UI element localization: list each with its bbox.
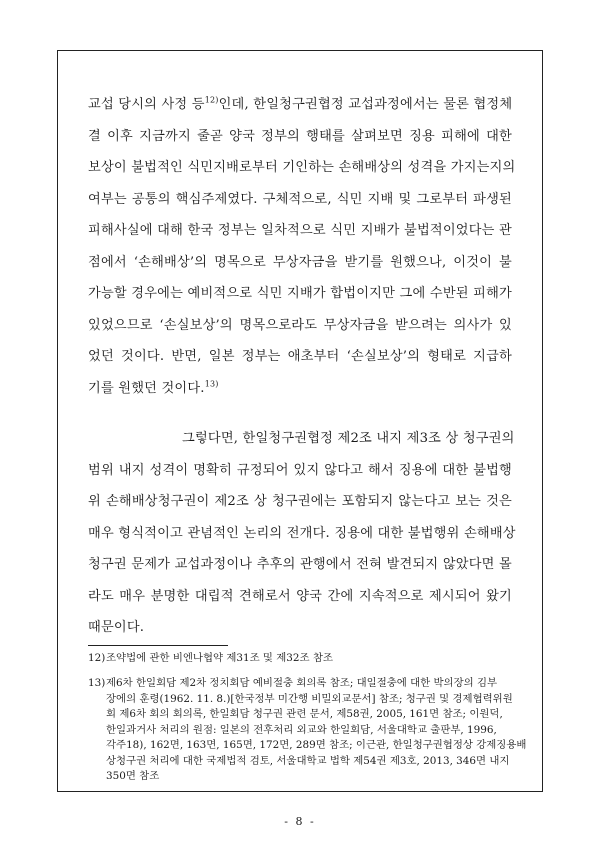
footnote-ref-12[interactable]: 12) [204, 95, 219, 105]
para1-line-1: 교섭 당시의 사정 등$^{12)}$인데, 한일청구권협정 교섭과정에서는 물론 협정체 [88, 95, 513, 112]
page-number: - 8 - [284, 815, 316, 828]
para1-line-2: 결 이후 지금까지 줄곧 양국 정부의 행태를 살펴보면 징용 피해에 대한 [88, 128, 512, 144]
footnote-13 [88, 676, 527, 785]
footnote-12 [88, 651, 508, 667]
para2-line-1: 그렇다면, 한일청구권협정 제2조 내지 제3조 상 청구권의 [182, 431, 515, 446]
footnote-13-number: 13) [88, 677, 106, 689]
para1-line-6: 점에서 ‘손해배상’의 명목으로 무상자금을 받기를 원했으나, 이것이 불 [88, 254, 512, 270]
para1-line-8: 있었으므로 ‘손실보상’의 명목으로라도 무상자금을 받으려는 의사가 있 [88, 317, 512, 333]
footnote-ref-13[interactable]: 13) [204, 379, 219, 389]
footnote-separator [88, 645, 228, 646]
para1-line-7: 가능할 경우에는 예비적으로 식민 지배가 합법이지만 그에 수반된 피해가 [88, 286, 512, 301]
footnote-13-line-2: 장에의 훈령(1962. 11. 8.)[한국정부 미간행 비밀외교문서] 참조; 청구권 및 경제협력위원 [106, 692, 513, 705]
para1-line-9: 었던 것이다. 반면, 일본 정부는 애초부터 ‘손실보상’의 형태로 지급하 [88, 349, 512, 364]
footnote-13-line-6: 상청구권 처리에 대한 국제법적 검토, 서울대학교 법학 제54권 제3호, 2013, 346면 내지 [106, 754, 510, 767]
footnote-13-line-4: 한일과거사 처리의 원점: 일본의 전후처리 외교와 한일회담, 서울대학교 출판부, 1996, [106, 723, 497, 736]
footnote-13-line-7: 350면 참조 [106, 770, 160, 782]
footnote-13-line-5: 각주18), 162면, 163면, 165면, 172면, 289면 참조; 이근관, 한일청구권협정상 강제징용배 [106, 739, 527, 751]
para2-line-3: 위 손해배상청구권이 제2조 상 청구권에는 포함되지 않는다고 보는 것은 [88, 494, 512, 509]
footnote-13-line-1: 제6차 한일회담 제2차 정치회담 예비절충 회의록 참조; 대일절충에 대한 박의장의 김부 [106, 677, 498, 689]
para1-line-4: 여부는 공통의 핵심주제였다. 구체적으로, 식민 지배 및 그로부터 파생된 [88, 191, 512, 207]
para1-line-3: 보상이 불법적인 식민지배로부터 기인하는 손해배상의 성격을 가지는지의 [88, 160, 516, 175]
footnote-12-text: 조약법에 관한 비엔나협약 제31조 및 제32조 참조 [106, 652, 333, 664]
para1-line-5: 피해사실에 대해 한국 정부는 일차적으로 식민 지배가 불법적이었다는 관 [88, 223, 512, 238]
para2-line-4: 매우 형식적이고 관념적인 논리의 전개다. 징용에 대한 불법행위 손해배상 [88, 525, 516, 541]
para2-line-5: 청구권 문제가 교섭과정이나 추후의 관행에서 전혀 발견되지 않았다면 몰 [88, 557, 512, 572]
footnote-12-number: 12) [88, 652, 106, 664]
footnote-13-line-3: 회 제6차 회의 회의록, 한일회담 청구권 관련 문서, 제58권, 2005, 161면 참조; 이원덕, [106, 708, 503, 720]
paragraph-2 [88, 423, 516, 644]
para2-line-6: 라도 매우 분명한 대립적 견해로서 양국 간에 지속적으로 제시되어 왔기 [88, 588, 512, 604]
para1-line-10: 기를 원했던 것이다.$^{13)}$ [88, 379, 219, 396]
paragraph-1 [88, 89, 516, 404]
para2-line-7: 때문이다. [88, 620, 145, 635]
para2-line-2: 범위 내지 성격이 명확히 규정되어 있지 않다고 해서 징용에 대한 불법행 [88, 462, 512, 478]
